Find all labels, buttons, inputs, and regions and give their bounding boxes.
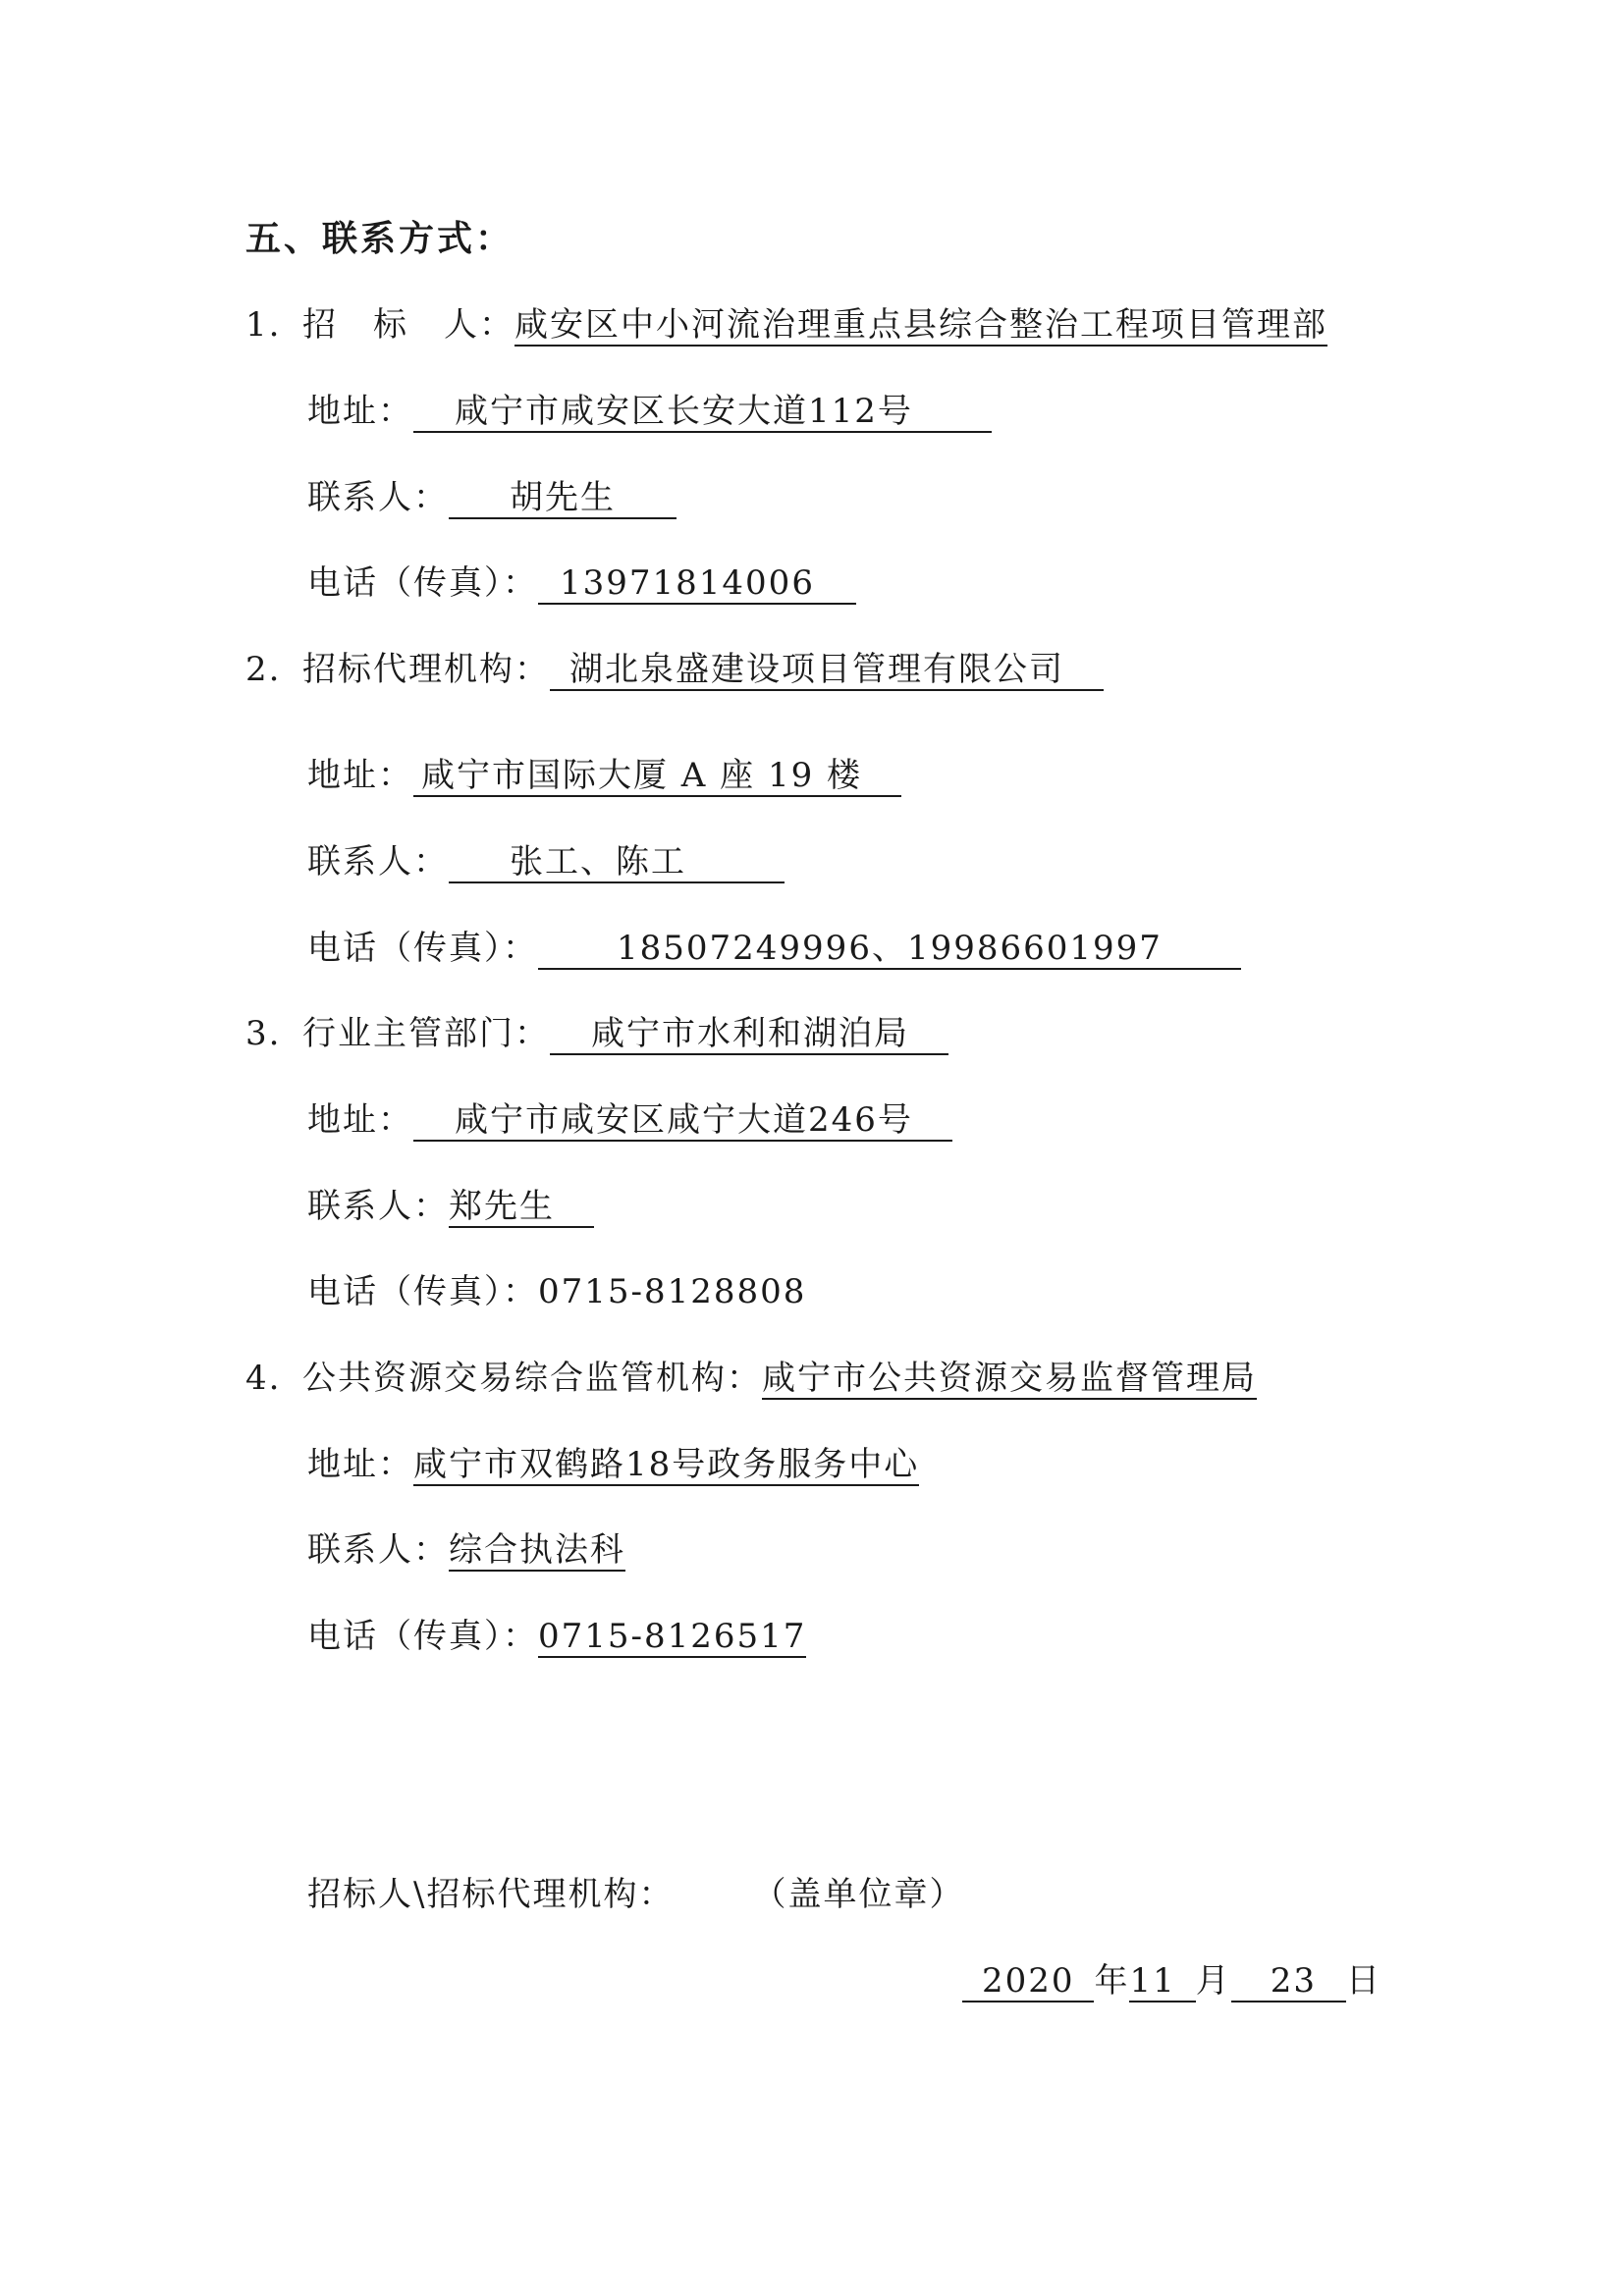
phone-label: 电话（传真）： [307,563,538,603]
phone-value: 0715-8128808 [538,1272,807,1311]
entry-value: 咸安区中小河流治理重点县综合整治工程项目管理部 [514,305,1327,345]
phone-label: 电话（传真）： [307,1272,538,1311]
phone-label: 电话（传真）： [307,929,538,968]
contact-value: 胡先生 [449,478,677,519]
contact-label: 联系人： [307,1187,449,1226]
address-value: 咸宁市咸安区咸宁大道246号 [413,1100,952,1142]
address-value: 咸宁市咸安区长安大道112号 [413,392,992,433]
entry-1-address [307,390,992,433]
entry-number: 4. [245,1359,282,1398]
entry-3-phone [307,1270,806,1313]
section-heading: 五、联系方式： [245,219,514,259]
date-line [962,1959,1381,2002]
contact-label: 联系人： [307,1530,449,1570]
entry-3-address [307,1098,952,1142]
entry-3-contact [307,1185,594,1228]
entry-3-title [245,1012,948,1055]
entry-1-contact [307,476,677,519]
date-month-unit: 月 [1195,1961,1231,2001]
entry-label: 招标代理机构： [302,650,550,689]
entry-value: 咸宁市公共资源交易监督管理局 [762,1359,1257,1398]
contact-label: 联系人： [307,478,449,517]
date-day-unit: 日 [1346,1961,1381,2001]
entry-4-phone [307,1615,806,1658]
entry-1-title [245,303,1327,347]
entry-4-address [307,1443,919,1486]
address-value: 咸宁市双鹤路18号政务服务中心 [413,1445,920,1484]
phone-label: 电话（传真）： [307,1617,538,1656]
date-month: 11 [1129,1961,1195,2002]
contact-value: 综合执法科 [449,1530,625,1570]
address-label: 地址： [307,392,413,431]
phone-value: 13971814006 [538,563,856,605]
phone-value: 18507249996、19986601997 [538,929,1241,970]
contact-value: 张工、陈工 [449,842,785,883]
entry-label: 招 标 人： [302,305,514,345]
entry-1-phone [307,561,856,605]
signature-label: 招标人\招标代理机构： [307,1875,675,1914]
entry-2-contact [307,840,785,883]
date-year: 2020 [962,1961,1095,2002]
contact-value: 郑先生 [449,1187,594,1228]
date-year-unit: 年 [1094,1961,1130,2001]
address-label: 地址： [307,756,413,795]
entry-2-address [307,754,901,797]
address-label: 地址： [307,1445,413,1484]
address-value: 咸宁市国际大厦 A 座 19 楼 [413,756,901,797]
phone-value: 0715-8126517 [538,1617,807,1656]
entry-value: 湖北泉盛建设项目管理有限公司 [550,650,1104,691]
entry-4-title [245,1357,1257,1400]
seal-placeholder: （盖单位章） [752,1875,965,1914]
entry-4-contact [307,1528,625,1572]
address-label: 地址： [307,1100,413,1140]
date-day: 23 [1231,1961,1346,2002]
entry-2-phone [307,927,1241,970]
entry-number: 3. [245,1014,282,1053]
entry-number: 1. [245,305,282,345]
signature-line [307,1873,964,1916]
entry-value: 咸宁市水利和湖泊局 [550,1014,948,1055]
entry-label: 行业主管部门： [302,1014,550,1053]
contact-label: 联系人： [307,842,449,881]
entry-label: 公共资源交易综合监管机构： [302,1359,762,1398]
entry-2-title [245,648,1104,691]
entry-number: 2. [245,650,282,689]
